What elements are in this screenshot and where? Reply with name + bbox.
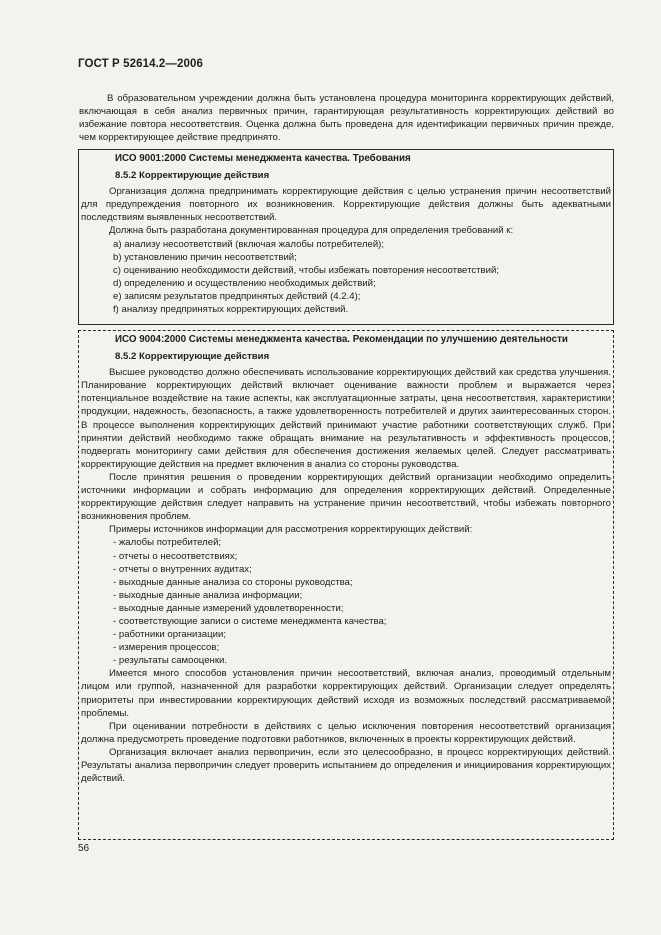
iso9004-box xyxy=(78,330,614,840)
iso9004-paragraph-6: Организация включает анализ первопричин, если это целесообразно, в процесс корректирующих действий. Результаты анализа первопричин следует проверить испытанием до определения и инициирования корректирующих действий. xyxy=(81,746,611,785)
intro-section xyxy=(79,92,614,144)
list-item: - выходные данные измерений удовлетворенности; xyxy=(113,602,344,614)
list-item: - жалобы потребителей; xyxy=(113,537,222,549)
iso9001-box xyxy=(78,149,614,325)
page-number: 56 xyxy=(78,843,90,854)
list-item: - измерения процессов; xyxy=(113,642,220,654)
list-item: - выходные данные анализа информации; xyxy=(113,589,303,601)
list-item: - отчеты о внутренних аудитах; xyxy=(113,563,252,575)
iso9001-subtitle: 8.5.2 Корректирующие действия xyxy=(115,170,270,182)
list-item: - отчеты о несоответствиях; xyxy=(113,550,238,562)
list-item: - соответствующие записи о системе менеджмента качества; xyxy=(113,615,387,627)
iso9004-paragraph-2: После принятия решения о проведении корректирующих действий организации необходимо определить источники информации и собрать информацию для определения корректирующих действий. Определенные корректирующие действия следует направить на устранение причин несоответствий, чтобы избежать повторного возникновения проблем. xyxy=(81,471,611,523)
document-header: ГОСТ Р 52614.2—2006 xyxy=(78,58,203,70)
list-item: e) записям результатов предпринятых действий (4.2.4); xyxy=(113,290,361,302)
list-item: a) анализу несоответствий (включая жалобы потребителей); xyxy=(113,238,385,250)
iso9004-subtitle: 8.5.2 Корректирующие действия xyxy=(115,351,270,363)
list-item: - результаты самооценки. xyxy=(113,655,228,667)
list-item: f) анализу предпринятых корректирующих действий. xyxy=(113,304,349,316)
list-item: - выходные данные анализа со стороны руководства; xyxy=(113,576,353,588)
iso9004-paragraph-3: Примеры источников информации для рассмотрения корректирующих действий: xyxy=(109,524,473,536)
iso9001-title: ИСО 9001:2000 Системы менеджмента качества. Требования xyxy=(115,153,411,164)
list-item: c) оцениванию необходимости действий, чтобы избежать повторения несоответствий; xyxy=(113,264,500,276)
intro-paragraph: В образовательном учреждении должна быть установлена процедура мониторинга корректирующих действий, включающая в себя анализ первичных причин, гарантирующая результативность корректирующих действий во избежание повтора несоответствия. Оценка должна быть проведена для идентификации первичных причин прежде, чем корректирующее действие предпринято. xyxy=(79,93,614,144)
iso9001-paragraph-2: Должна быть разработана документированная процедура для определения требований к: xyxy=(109,225,514,237)
list-item: d) определению и осуществлению необходимых действий; xyxy=(113,277,376,289)
iso9001-paragraph-1: Организация должна предпринимать корректирующие действия с целью устранения причин несоответствий для предупреждения повторного их возникновения. Корректирующие действия должны быть адекватными последствиям выявленных несоответствий. xyxy=(81,186,611,224)
iso9004-title: ИСО 9004:2000 Системы менеджмента качества. Рекомендации по улучшению деятельности xyxy=(115,334,568,345)
iso9004-paragraph-4: Имеется много способов установления причин несоответствий, включая анализ, проводимый отдельным лицом или группой, назначенной для разработки корректирующих действий. Организации следует определять приоритеты при инвестировании корректирующих действий исходя из возможных последствий рассматриваемой проблемы. xyxy=(81,668,611,719)
list-item: - работники организации; xyxy=(113,629,226,641)
iso9004-paragraph-1: Высшее руководство должно обеспечивать использование корректирующих действий как средства улучшения. Планирование корректирующих действий включает оценивание важности проблем и выражается через потенциальное воздействие на такие аспекты, как эксплуатационные затраты, цена несоответствия, характеристики продукции, надежность, безопасность, а также удовлетворенность потребителей и других заинтересованных сторон. В процессе выполнения корректирующих действий принимают участие работники соответствующих служб. При принятии действий необходимо также обращать внимание на результативность и эффективность процессов, подвергать мониторингу сами действия для обеспечения достижения желаемых целей. Следует рассматривать корректирующие действия на предмет включения в анализ со стороны руководства. xyxy=(81,367,611,470)
iso9004-paragraph-5: При оценивании потребности в действиях с целью исключения повторения несоответствий организация должна предусмотреть проведение подготовки работников, включенных в проекты корректирующих действий. xyxy=(81,720,611,745)
list-item: b) установлению причин несоответствий; xyxy=(113,251,297,263)
